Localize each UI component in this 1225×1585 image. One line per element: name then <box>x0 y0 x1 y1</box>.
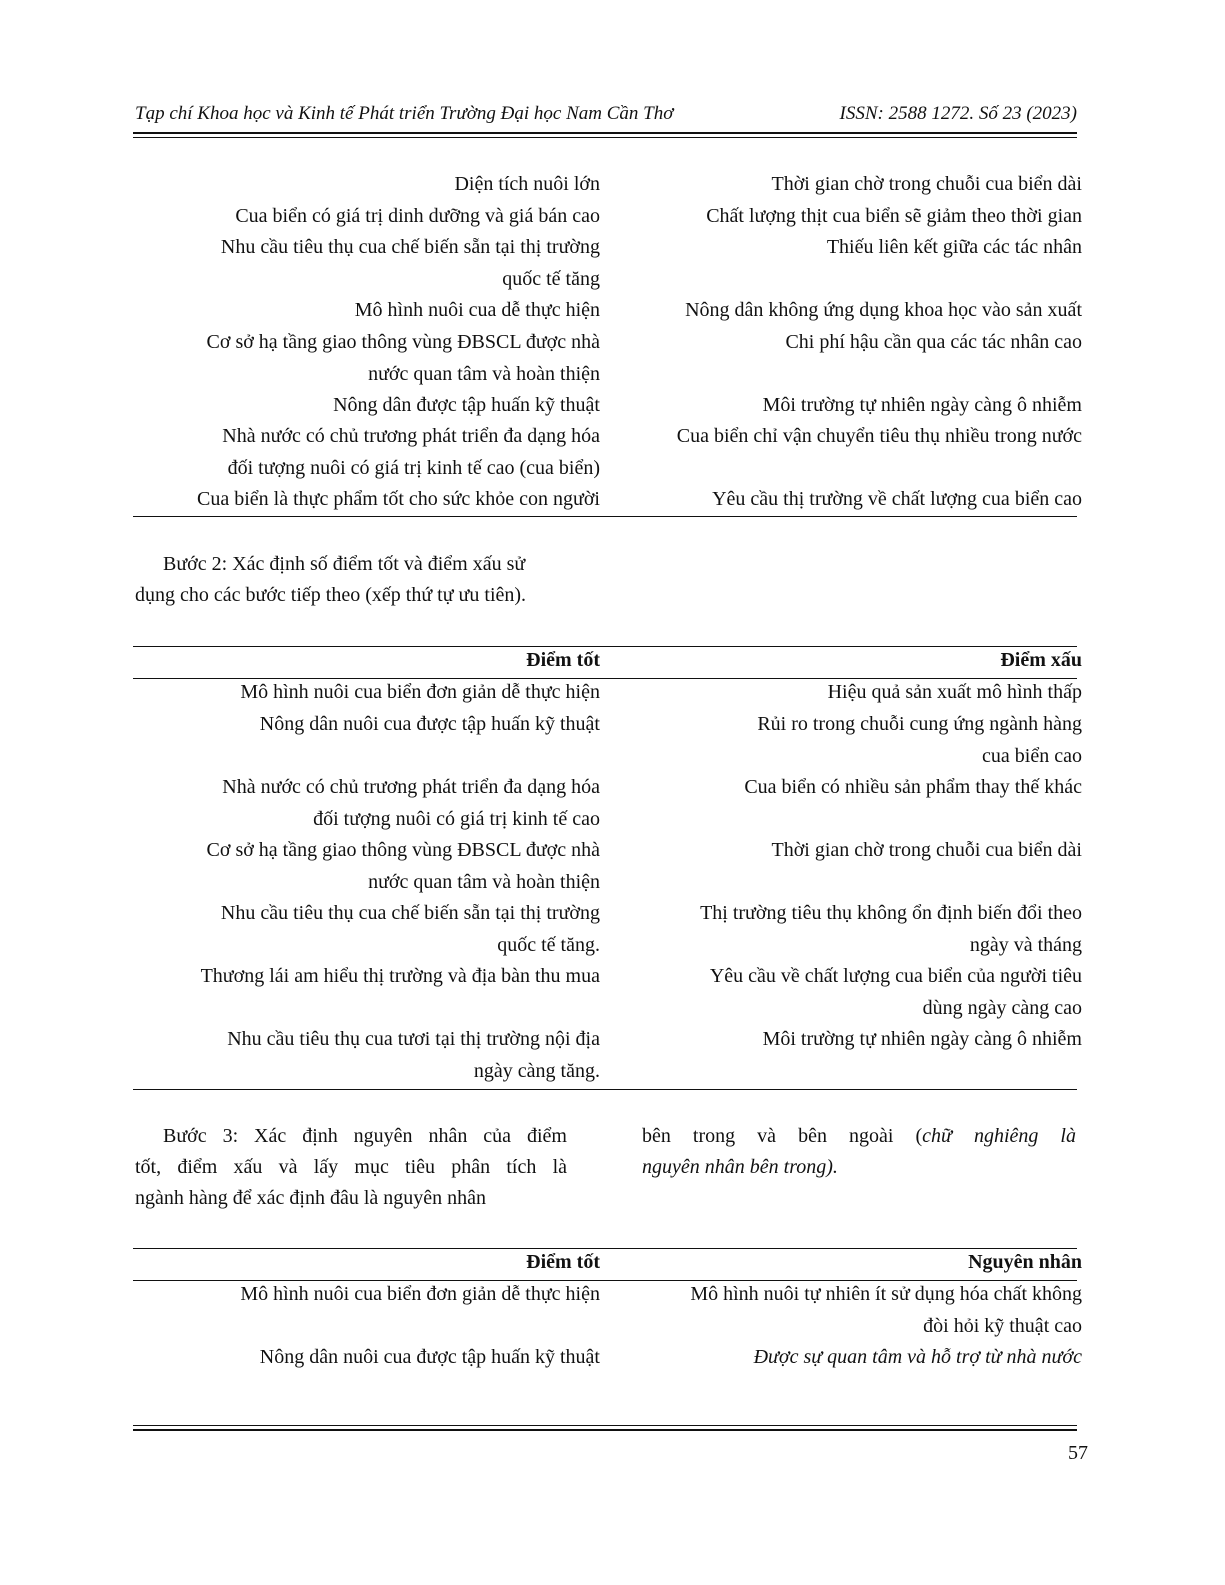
table2-row-3-right <box>612 772 1082 804</box>
table1-row-3-right <box>612 232 1082 264</box>
step3-col2-italic-2: nguyên nhân bên trong). <box>642 1156 838 1178</box>
step3-paragraph-col1 <box>135 1121 567 1214</box>
table2-row-3-left <box>80 772 600 835</box>
cell-line: Môi trường tự nhiên ngày càng ô nhiễm <box>762 1028 1082 1050</box>
footer-rule-bottom <box>133 1429 1077 1431</box>
cell-line: Mô hình nuôi tự nhiên ít sử dụng hóa chất không <box>690 1283 1082 1305</box>
step3-col2-italic: chữ nghiêng là <box>922 1125 1076 1147</box>
table1-row-3-left <box>80 232 600 295</box>
cell-line: Nông dân nuôi cua được tập huấn kỹ thuật <box>259 1346 600 1368</box>
journal-title: Tạp chí Khoa học và Kinh tế Phát triển Trường Đại học Nam Cần Thơ <box>135 103 674 124</box>
table3-row-1-right <box>612 1279 1082 1342</box>
cell-line: Mô hình nuôi cua biển đơn giản dễ thực hiện <box>240 1283 600 1305</box>
table2-row-5-right <box>612 898 1082 961</box>
cell-line: Diện tích nuôi lớn <box>454 173 600 195</box>
step3-col1-line-1: Bước 3: Xác định nguyên nhân của điểm <box>163 1125 567 1147</box>
table1-row-1-left <box>80 169 600 201</box>
table1-row-8-left <box>80 484 600 516</box>
table2-bottom-rule <box>133 1089 1077 1090</box>
step3-col2-text: bên trong và bên ngoài ( <box>642 1125 923 1147</box>
cell-line: Nhu cầu tiêu thụ cua tươi tại thị trường nội địa <box>227 1028 600 1050</box>
header-rule-bottom <box>133 137 1077 138</box>
cell-line: Nhu cầu tiêu thụ cua chế biến sẵn tại thị trường <box>220 902 600 924</box>
table2-row-4-right <box>612 835 1082 867</box>
cell-line: nước quan tâm và hoàn thiện <box>368 362 600 385</box>
cell-line: Mô hình nuôi cua dễ thực hiện <box>354 299 600 321</box>
table3-header-cause: Nguyên nhân <box>968 1251 1082 1273</box>
step2-line-2: dụng cho các bước tiếp theo (xếp thứ tự ưu tiên). <box>135 584 527 606</box>
cell-line: Rủi ro trong chuỗi cung ứng ngành hàng <box>757 713 1082 735</box>
cell-line: Cua biển là thực phẩm tốt cho sức khỏe con người <box>196 488 600 510</box>
step3-col2-line-1 <box>642 1121 1076 1152</box>
cell-line: ngày càng tăng. <box>473 1059 600 1082</box>
table2-row-1-right <box>612 677 1082 709</box>
table1-row-7-left <box>80 421 600 484</box>
table1-row-8-right <box>612 484 1082 516</box>
table3-row-2-left <box>80 1342 600 1374</box>
table1-row-6-left <box>80 390 600 422</box>
cell-line: Môi trường tự nhiên ngày càng ô nhiễm <box>762 394 1082 416</box>
cell-line: ngày và tháng <box>969 933 1082 956</box>
table1-row-1-right <box>612 169 1082 201</box>
cell-line: Nông dân không ứng dụng khoa học vào sản xuất <box>685 299 1082 321</box>
table2-row-4-left <box>80 835 600 898</box>
cell-line: Thiếu liên kết giữa các tác nhân <box>826 236 1082 258</box>
table2-row-1-left <box>80 677 600 709</box>
cell-line: Cơ sở hạ tầng giao thông vùng ĐBSCL được nhà <box>206 331 600 353</box>
table2-row-6-right <box>612 961 1082 1024</box>
table3-row-2-right <box>612 1342 1082 1374</box>
table1-row-2-left <box>80 201 600 233</box>
table1-row-5-left <box>80 327 600 390</box>
table1-row-5-right <box>612 327 1082 359</box>
cell-line: Thương lái am hiểu thị trường và địa bàn thu mua <box>200 965 600 987</box>
cell-line: Mô hình nuôi cua biển đơn giản dễ thực hiện <box>240 681 600 703</box>
cell-line: Chi phí hậu cần qua các tác nhân cao <box>785 331 1082 353</box>
cell-line: Nhu cầu tiêu thụ cua chế biến sẵn tại thị trường <box>220 236 600 258</box>
table1-row-6-right <box>612 390 1082 422</box>
table1-row-7-right <box>612 421 1082 453</box>
table2-row-2-right <box>612 709 1082 772</box>
cell-line: Cơ sở hạ tầng giao thông vùng ĐBSCL được nhà <box>206 839 600 861</box>
table2-row-2-left <box>80 709 600 741</box>
table2-row-7-right <box>612 1024 1082 1056</box>
cell-line: Thời gian chờ trong chuỗi cua biển dài <box>771 839 1082 861</box>
table2-row-7-left <box>80 1024 600 1087</box>
table3-row-1-left <box>80 1279 600 1311</box>
cell-line: Cua biển chỉ vận chuyển tiêu thụ nhiều trong nước <box>676 425 1082 447</box>
cell-line: Nông dân được tập huấn kỹ thuật <box>333 394 600 416</box>
table1-row-2-right <box>612 201 1082 233</box>
table3-header-good: Điểm tốt <box>526 1251 600 1273</box>
table2-header-bad: Điểm xấu <box>1000 649 1082 671</box>
step3-paragraph-col2 <box>642 1121 1076 1183</box>
cell-line: đối tượng nuôi có giá trị kinh tế cao (cua biển) <box>227 456 600 479</box>
table2-header-good: Điểm tốt <box>526 649 600 671</box>
step3-col1-line-2: tốt, điểm xấu và lấy mục tiêu phân tích là <box>135 1156 567 1178</box>
cell-line: Nhà nước có chủ trương phát triển đa dạng hóa <box>222 776 600 798</box>
cell-line: Chất lượng thịt cua biển sẽ giảm theo thời gian <box>706 205 1082 227</box>
cell-line: Thời gian chờ trong chuỗi cua biển dài <box>771 173 1082 195</box>
cell-line: đối tượng nuôi có giá trị kinh tế cao <box>313 807 600 830</box>
cell-line: Được sự quan tâm và hỗ trợ từ nhà nước <box>753 1346 1082 1368</box>
cell-line: Nông dân nuôi cua được tập huấn kỹ thuật <box>259 713 600 735</box>
cell-line: Yêu cầu về chất lượng cua biển của người tiêu <box>709 965 1082 987</box>
table1-row-4-left <box>80 295 600 327</box>
cell-line: Thị trường tiêu thụ không ổn định biến đổi theo <box>700 902 1082 924</box>
step3-col1-line-3: ngành hàng để xác định đâu là nguyên nhân <box>135 1187 487 1209</box>
cell-line: Yêu cầu thị trường về chất lượng cua biển cao <box>712 488 1082 510</box>
step2-paragraph <box>135 549 575 611</box>
cell-line: dùng ngày càng cao <box>922 996 1082 1019</box>
table1-bottom-rule <box>133 516 1077 517</box>
table2-row-6-left <box>80 961 600 993</box>
table2-row-5-left <box>80 898 600 961</box>
cell-line: Cua biển có nhiều sản phẩm thay thế khác <box>744 776 1082 798</box>
header-rule-top <box>133 132 1077 134</box>
page-number: 57 <box>1068 1442 1088 1464</box>
issn-number: ISSN: 2588 1272. Số 23 (2023) <box>839 103 1077 124</box>
cell-line: nước quan tâm và hoàn thiện <box>368 870 600 893</box>
footer-rule-top <box>133 1425 1077 1426</box>
table1-row-4-right <box>612 295 1082 327</box>
cell-line: đòi hỏi kỹ thuật cao <box>923 1314 1082 1337</box>
cell-line: Nhà nước có chủ trương phát triển đa dạng hóa <box>222 425 600 447</box>
cell-line: quốc tế tăng <box>502 267 600 290</box>
step2-line-1: Bước 2: Xác định số điểm tốt và điểm xấu sử <box>163 553 526 575</box>
cell-line: Hiệu quả sản xuất mô hình thấp <box>827 681 1082 703</box>
cell-line: cua biển cao <box>982 744 1082 767</box>
cell-line: quốc tế tăng. <box>497 933 600 956</box>
cell-line: Cua biển có giá trị dinh dưỡng và giá bán cao <box>235 205 600 227</box>
step3-col2-line-2 <box>642 1152 1076 1183</box>
